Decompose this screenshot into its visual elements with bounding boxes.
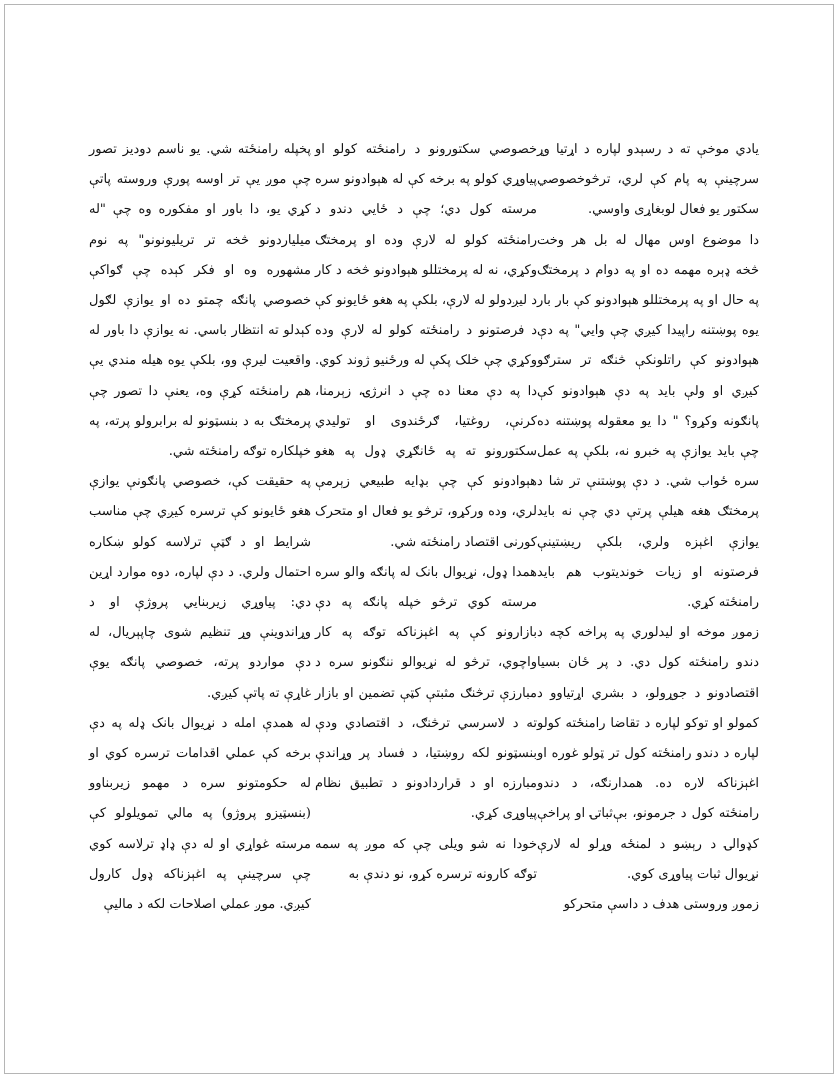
text-column-right — [537, 135, 759, 920]
text-column-left — [89, 135, 311, 920]
paragraph: زموږ وروستی هدف د داسې متحرکو — [563, 897, 759, 913]
paragraph: په حقیقت کې، خصوصي پانګونې یوازې هغو ځایونو کې ترسره کیږي چې مناسب شرایط او د ګټې ترلاسه کولو ښکاره احتمال ولري. د دې لپاره، دوه موارد اړین دي: پیاوړي زیربنايي پروژې او د وړاندوینې وړ تنظیم شوی چاپېریال، له دې مواردو پرته، خصوصي پانګه یوې غاړې ته پاتې کیږي. — [89, 474, 311, 701]
text-column-middle — [315, 135, 537, 890]
paragraph: پخپله رامنځته شي. یو ناسم دوديز تصور چې موږ یې تر اوسه پورې وروسته پاتې کړي یو، دا باور او مفکوره وه چې "له میلیاردونو څخه تر تریلیونونو" په نوم مشهوره وه او فکر کېده چې ګواکې خصوصي پانګه چمتو ده او یوازې لګول کېدلو ته انتظار باسي. نه یوازې دا باور له واقعیت لیرې وو، بلکې یوه هیله مندي یې هم رامنځته کړې وه، یعنې دا تصور چې پرمختګ به د بنسټونو له برابرولو پرته، په خپلکاره توګه رامنځته شي. — [89, 142, 311, 460]
paragraph: يادي موخې ته د رسېدو لپاره د اړتیا وړ سرچینې په پام کې لري، ترڅوخصوصي سکتور یو فعال لوبغاړی واوسي. — [537, 142, 759, 218]
paragraph: له همدې امله د نړیوال بانک ډله په دې برخه کې عملي اقدامات ترسره کوي او له حکومتونو سره د مهمو زیربناوو (بنسټیزو پروژو) په مالي تمویلولو کې مرسته غواړي او له دې ډاډ ترلاسه کوي چې سرچینې په اغېزناکه ډول کارول کیږي. موږ عملي اصلاحات لکه د مالیې — [89, 715, 311, 913]
paragraph: خودا نه شو ویلی چې که موږ په سمه توګه کارونه ترسره کړو، نو دندې به — [315, 836, 537, 882]
paragraph: دا موضوع اوس مهال له بل هر وخت څخه ډېره مهمه ده او په دوام د پرمختګ په حال او په پرمختللو هېوادونو کې بار بار یوه پوښتنه راپیدا کیږي چې وايي" په دې هېوادونو کې راتلونکې څنګه تر سترګو کیږي او ولې باید په دې هېوادونو کې پانګونه وکړو؟ " دا یو معقوله پوښتنه ده چې باید یوازې په خبرو نه، بلکې په عمل سره ځواب شي. د دې پوښتنې تر شا د پرمختګ هغه هیلې پرتې دي چې نه باید یوازې اغېزه ولري، بلکې ریښتینې فرصتونه او زیات خونديتوب هم باید رامنځته کړي. — [537, 232, 759, 611]
document-page — [4, 4, 834, 1074]
paragraph: خصوصي سکتورونو د رامنځته کولو او پیاوړي کولو په برخه کې له هېوادونو سره مرسته کول دي؛ چې د ځایي دندو د رامنځته کولو له لارې وده او پرمختګ وکړي، نه له پرمختللو هېوادونو څخه د کار د لیږدولو له لارې، بلکې په هغو ځایونو کې د فرصتونو د رامنځته کولو له لارې وده وکړي چې خلک پکې له ورځنيو ژوند کوي. دا په دې معنا ده چې د انرژۍ، زېرمنا، کرنې، روغتیا، ګرځندوی او تولیدي سکتورونو ته په ځانګړي ډول په هغو هېوادونو کې چې بډایه طبیعي زېرمې لري، وده ورکړو، ترڅو یو فعال او متحرک کورنی اقتصاد رامنځته شي. — [315, 142, 537, 550]
paragraph: زموږ موخه او لیدلوري په پراخه کچه د دندو رامنځته کول دي. د پر ځان بسیا اقتصادونو د جوړولو، د بشري اړتیاوو د کمولو او توکو لپاره د تقاضا رامنځته کولو لپاره د دندو رامنځته کول تر ټولو غوره او اغېزناکه لاره ده. همدارنګه، د دندو رامنځته کول د جرمونو، بې‌ثباتۍ او پراخې کډوالۍ د رېښو د لمنځه وړلو له لارې نړیوال ثبات پياوړی کوي. — [537, 625, 759, 882]
paragraph: همدا ډول، نړیوال بانک له پانګه والو سره مرسته کوي ترڅو خپله پانګه په دې بازارونو کې په اغېزناکه توګه په کار واچوي، ترڅو له نړیوالو ننګونو سره د مبارزې ترڅنګ مثبتې کټې تضمین او بازار ته د لاسرسي ترڅنګ، د اقتصادي ودې بنسټونو لکه روښتیا، د فساد پر وړاندې مبارزه او د قراردادونو د تطبیق نظام پیاوړی کړي. — [315, 564, 537, 822]
